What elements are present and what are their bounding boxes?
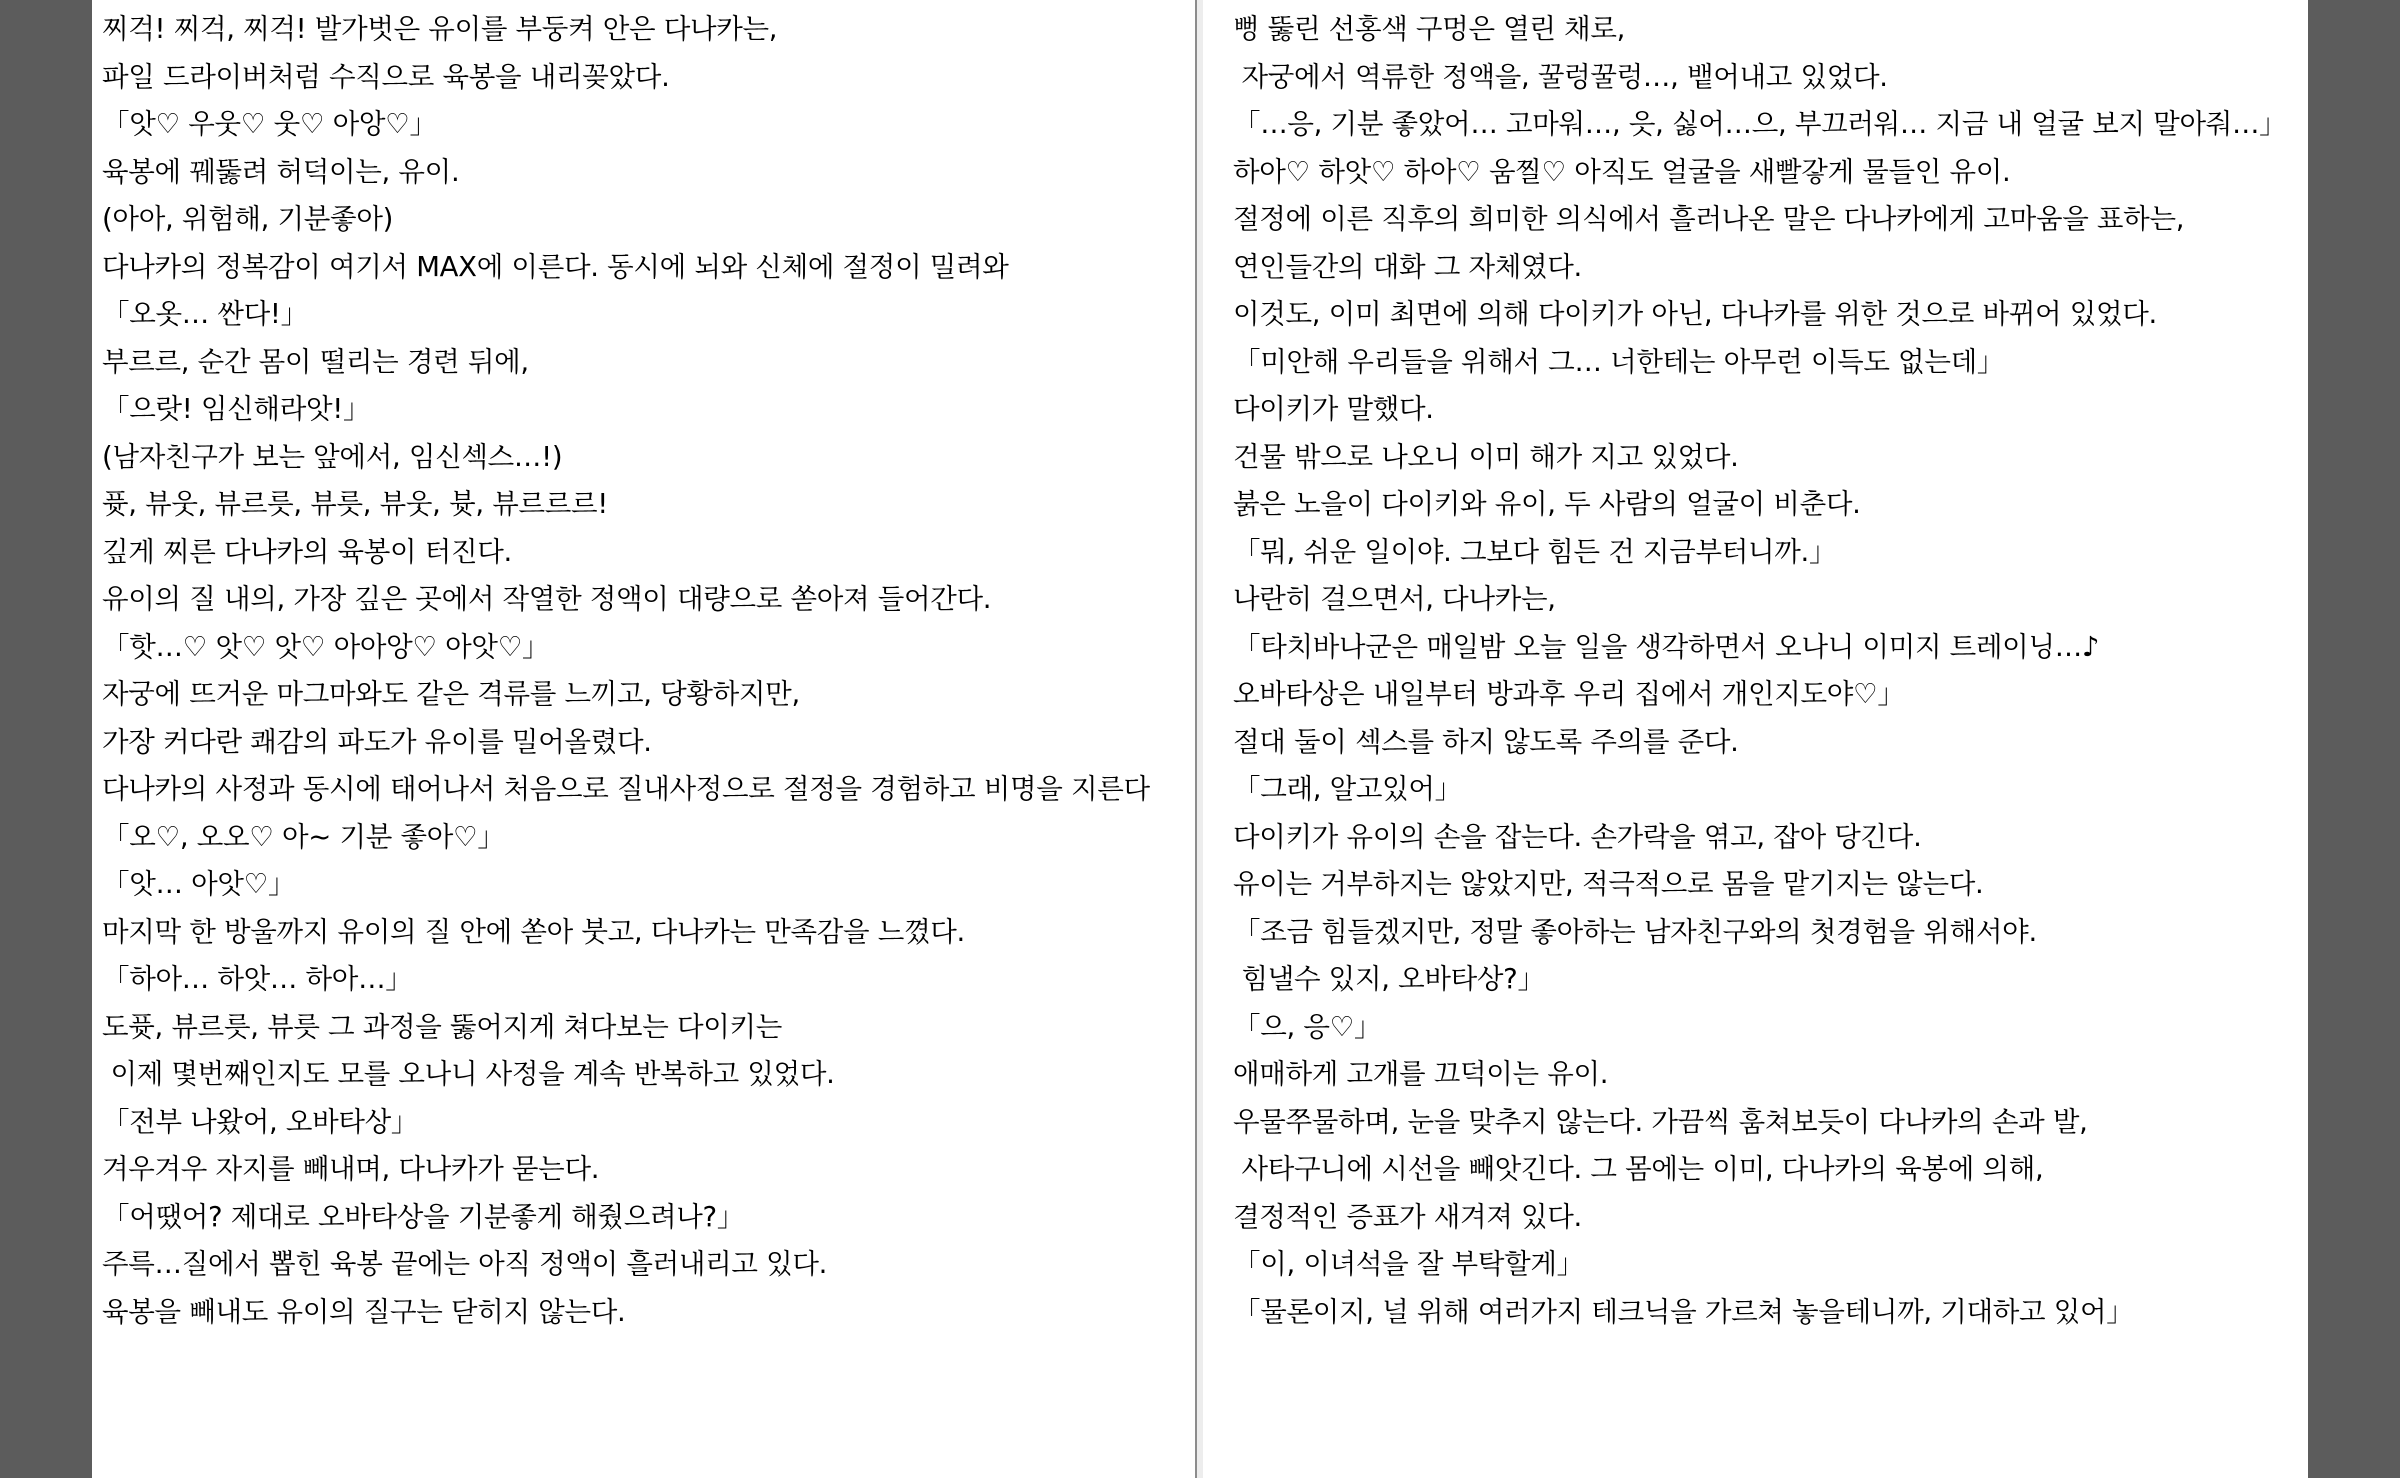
text-line: 사타구니에 시선을 빼앗긴다. 그 몸에는 이미, 다나카의 육봉에 의해, bbox=[1233, 1153, 2044, 1185]
text-line: 「타치바나군은 매일밤 오늘 일을 생각하면서 오나니 이미지 트레이닝…♪ bbox=[1233, 630, 2100, 663]
text-line: 결정적인 증표가 새겨져 있다. bbox=[1233, 1200, 1582, 1233]
text-line: 다나카의 사정과 동시에 태어나서 처음으로 질내사정으로 절정을 경험하고 비명을 지른다 bbox=[102, 773, 1150, 805]
text-line: 가장 커다란 쾌감의 파도가 유이를 밀어올렸다. bbox=[102, 725, 652, 758]
page-divider bbox=[1195, 0, 1203, 1478]
text-line: (남자친구가 보는 앞에서, 임신섹스…!) bbox=[102, 440, 563, 473]
text-line: 「오옷… 싼다!」 bbox=[102, 298, 308, 330]
text-line: 찌걱! 찌걱, 찌걱! 발가벗은 유이를 부둥켜 안은 다나카는, bbox=[102, 13, 778, 45]
text-line: 「으랏! 임신해라앗!」 bbox=[102, 393, 371, 425]
right-gutter bbox=[2308, 0, 2400, 1478]
text-line: 육봉에 꿰뚫려 허덕이는, 유이. bbox=[102, 155, 460, 188]
text-line: 유이는 거부하지는 않았지만, 적극적으로 몸을 맡기지는 않는다. bbox=[1233, 868, 1984, 900]
right-page-text bbox=[1233, 6, 2286, 1336]
text-line: 도퓻, 뷰르릇, 뷰릇 그 과정을 뚫어지게 쳐다보는 다이키는 bbox=[102, 1010, 783, 1043]
text-line: 깊게 찌른 다나카의 육봉이 터진다. bbox=[102, 535, 512, 568]
text-line: 「조금 힘들겠지만, 정말 좋아하는 남자친구와의 첫경험을 위해서야. bbox=[1233, 915, 2037, 948]
text-line: 유이의 질 내의, 가장 깊은 곳에서 작열한 정액이 대량으로 쏟아져 들어간다. bbox=[102, 583, 992, 615]
text-line: 「앗♡ 우웃♡ 웃♡ 아앙♡」 bbox=[102, 108, 437, 140]
text-line: 자궁에 뜨거운 마그마와도 같은 격류를 느끼고, 당황하지만, bbox=[102, 678, 800, 710]
right-page bbox=[1203, 0, 2308, 1478]
text-line: 파일 드라이버처럼 수직으로 육봉을 내리꽂았다. bbox=[102, 60, 670, 93]
text-line: 이것도, 이미 최면에 의해 다이키가 아닌, 다나카를 위한 것으로 바뀌어 있었다. bbox=[1233, 298, 2157, 330]
text-line: 「하아… 하앗… 하아…」 bbox=[102, 963, 413, 995]
text-line: 겨우겨우 자지를 빼내며, 다나카가 묻는다. bbox=[102, 1153, 600, 1185]
text-line: 주륵…질에서 뽑힌 육봉 끝에는 아직 정액이 흘러내리고 있다. bbox=[102, 1248, 828, 1280]
text-line: 「핫…♡ 앗♡ 앗♡ 아아앙♡ 아앗♡」 bbox=[102, 630, 550, 663]
text-line: 육봉을 빼내도 유이의 질구는 닫히지 않는다. bbox=[102, 1295, 626, 1328]
text-line: 「전부 나왔어, 오바타상」 bbox=[102, 1105, 419, 1138]
text-line: 하아♡ 하앗♡ 하아♡ 움찔♡ 아직도 얼굴을 새빨갛게 물들인 유이. bbox=[1233, 155, 2011, 188]
text-line: 「오♡, 오오♡ 아~ 기분 좋아♡」 bbox=[102, 820, 505, 853]
text-line: 건물 밖으로 나오니 이미 해가 지고 있었다. bbox=[1233, 440, 1739, 473]
left-gutter bbox=[0, 0, 92, 1478]
text-line: 오바타상은 내일부터 방과후 우리 집에서 개인지도야♡」 bbox=[1233, 678, 1905, 710]
text-line: 우물쭈물하며, 눈을 맞추지 않는다. 가끔씩 훔쳐보듯이 다나카의 손과 발, bbox=[1233, 1105, 2088, 1138]
text-line: 「미안해 우리들을 위해서 그… 너한테는 아무런 이득도 없는데」 bbox=[1233, 345, 2005, 378]
text-line: 부르르, 순간 몸이 떨리는 경련 뒤에, bbox=[102, 345, 529, 378]
text-line: 절정에 이른 직후의 희미한 의식에서 흘러나온 말은 다나카에게 고마움을 표하는, bbox=[1233, 203, 2185, 235]
text-line: 다이키가 말했다. bbox=[1233, 393, 1434, 425]
text-line: 애매하게 고개를 끄덕이는 유이. bbox=[1233, 1058, 1609, 1090]
text-line: 자궁에서 역류한 정액을, 꿀렁꿀렁…, 뱉어내고 있었다. bbox=[1233, 60, 1888, 93]
text-line: 퓻, 뷰웃, 뷰르릇, 뷰릇, 뷰웃, 븃, 뷰르르르! bbox=[102, 488, 608, 520]
text-line: 「으, 응♡」 bbox=[1233, 1010, 1382, 1043]
text-line: 「뭐, 쉬운 일이야. 그보다 힘든 건 지금부터니까.」 bbox=[1233, 535, 1837, 568]
text-line: 절대 둘이 섹스를 하지 않도록 주의를 준다. bbox=[1233, 725, 1739, 758]
left-page-text bbox=[102, 6, 1150, 1336]
text-line: 연인들간의 대화 그 자체였다. bbox=[1233, 250, 1582, 283]
text-line: 「앗… 아앗♡」 bbox=[102, 868, 296, 900]
text-line: 마지막 한 방울까지 유이의 질 안에 쏟아 붓고, 다나카는 만족감을 느꼈다. bbox=[102, 915, 965, 948]
text-line: 붉은 노을이 다이키와 유이, 두 사람의 얼굴이 비춘다. bbox=[1233, 488, 1861, 520]
text-line: 나란히 걸으면서, 다나카는, bbox=[1233, 583, 1556, 615]
text-line: 다나카의 정복감이 여기서 MAX에 이른다. 동시에 뇌와 신체에 절정이 밀려와 bbox=[102, 250, 1009, 283]
text-line: 「물론이지, 널 위해 여러가지 테크닉을 가르쳐 놓을테니까, 기대하고 있어」 bbox=[1233, 1295, 2134, 1328]
text-line: 「어땠어? 제대로 오바타상을 기분좋게 해줬으려나?」 bbox=[102, 1200, 745, 1233]
text-line: 「그래, 알고있어」 bbox=[1233, 773, 1462, 805]
text-line: 「…응, 기분 좋았어… 고마워…, 읏, 싫어…으, 부끄러워… 지금 내 얼굴 보지 말아줘…」 bbox=[1233, 108, 2287, 140]
text-line: 다이키가 유이의 손을 잡는다. 손가락을 엮고, 잡아 당긴다. bbox=[1233, 820, 1922, 853]
text-line: 힘낼수 있지, 오바타상?」 bbox=[1233, 963, 1545, 995]
text-line: 뻥 뚫린 선홍색 구멍은 열린 채로, bbox=[1233, 13, 1626, 45]
left-page bbox=[92, 0, 1195, 1478]
text-line: 「이, 이녀석을 잘 부탁할게」 bbox=[1233, 1248, 1584, 1280]
text-line: 이제 몇번째인지도 모를 오나니 사정을 계속 반복하고 있었다. bbox=[102, 1058, 835, 1090]
text-line: (아아, 위험해, 기분좋아) bbox=[102, 203, 394, 235]
